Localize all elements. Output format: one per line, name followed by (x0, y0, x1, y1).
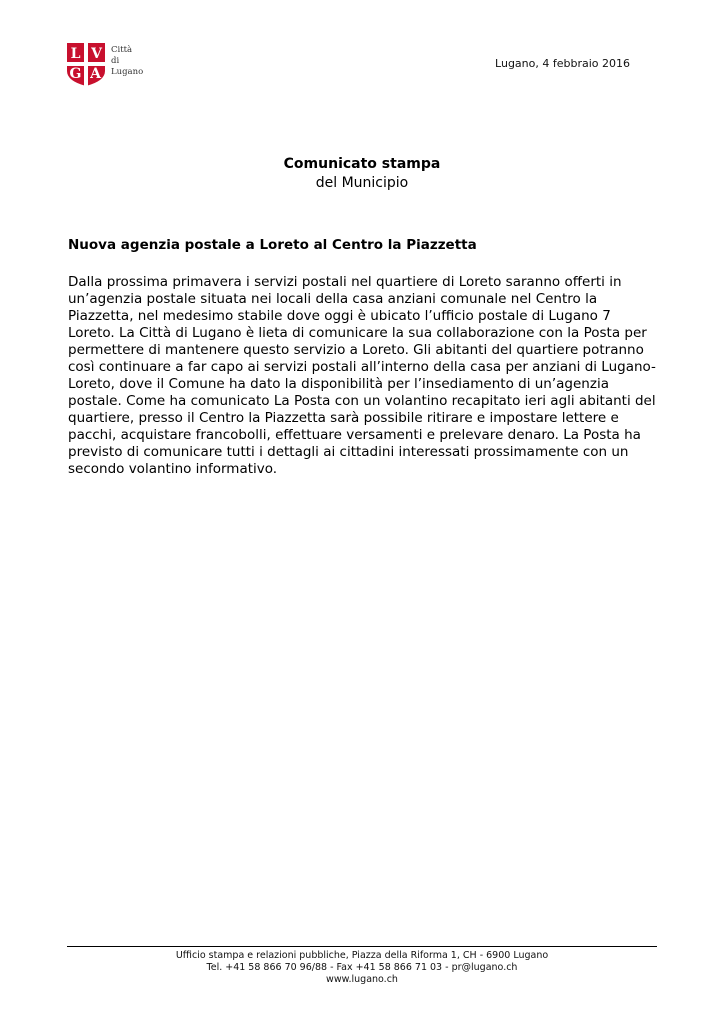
logo-text-line-1: Città (111, 45, 133, 55)
logo-letter-g: G (69, 66, 82, 82)
footer-website: www.lugano.ch (326, 974, 398, 985)
document-date: Lugano, 4 febbraio 2016 (495, 57, 630, 70)
document-subtitle: del Municipio (315, 175, 409, 191)
logo-letter-l: L (70, 46, 81, 62)
logo-letter-a: A (90, 66, 101, 82)
logo-text-line-3: Lugano (111, 67, 144, 77)
document-heading (0, 155, 724, 193)
footer-address: Ufficio stampa e relazioni pubbliche, Piazza della Riforma 1, CH - 6900 Lugano (175, 950, 549, 961)
footer-divider (67, 946, 657, 947)
footer-contacts: Tel. +41 58 866 70 96/88 - Fax +41 58 866 71 03 - pr@lugano.ch (206, 962, 518, 973)
press-release-subject: Nuova agenzia postale a Loreto al Centro la Piazzetta (68, 237, 477, 253)
logo-letter-v: V (91, 46, 102, 62)
logo-text (111, 45, 143, 78)
logo-text-line-2: di (111, 56, 120, 66)
document-footer (0, 950, 724, 986)
press-release-body: Dalla prossima primavera i servizi postali nel quartiere di Loreto saranno offerti in un’agenzia postale situata nei locali della casa anziani comunale nel Centro la Piazzetta, nel medesimo stabile dove oggi è ubicato l’ufficio postale di Lugano 7 Loreto. La Città di Lugano è lieta di comunicare la sua collaborazione con la Posta per permettere di mantenere questo servizio a Loreto. Gli abitanti del quartiere potranno così continuare a far capo ai servizi postali all’interno della casa per anziani di Lugano-Loreto, dove il Comune ha dato la disponibilità per l’insediamento di un’agenzia postale. Come ha comunicato La Posta con un volantino recapitato ieri agli abitanti del quartiere, presso il Centro la Piazzetta sarà possibile ritirare e impostare lettere e pacchi, acquistare francobolli, effettuare versamenti e prelevare denaro. La Posta ha previsto di comunicare tutti i dettagli ai cittadini interessati prossimamente con un secondo volantino informativo. (68, 274, 656, 477)
lugano-shield-icon (67, 43, 105, 86)
document-title: Comunicato stampa (283, 156, 441, 172)
city-logo (67, 43, 147, 87)
